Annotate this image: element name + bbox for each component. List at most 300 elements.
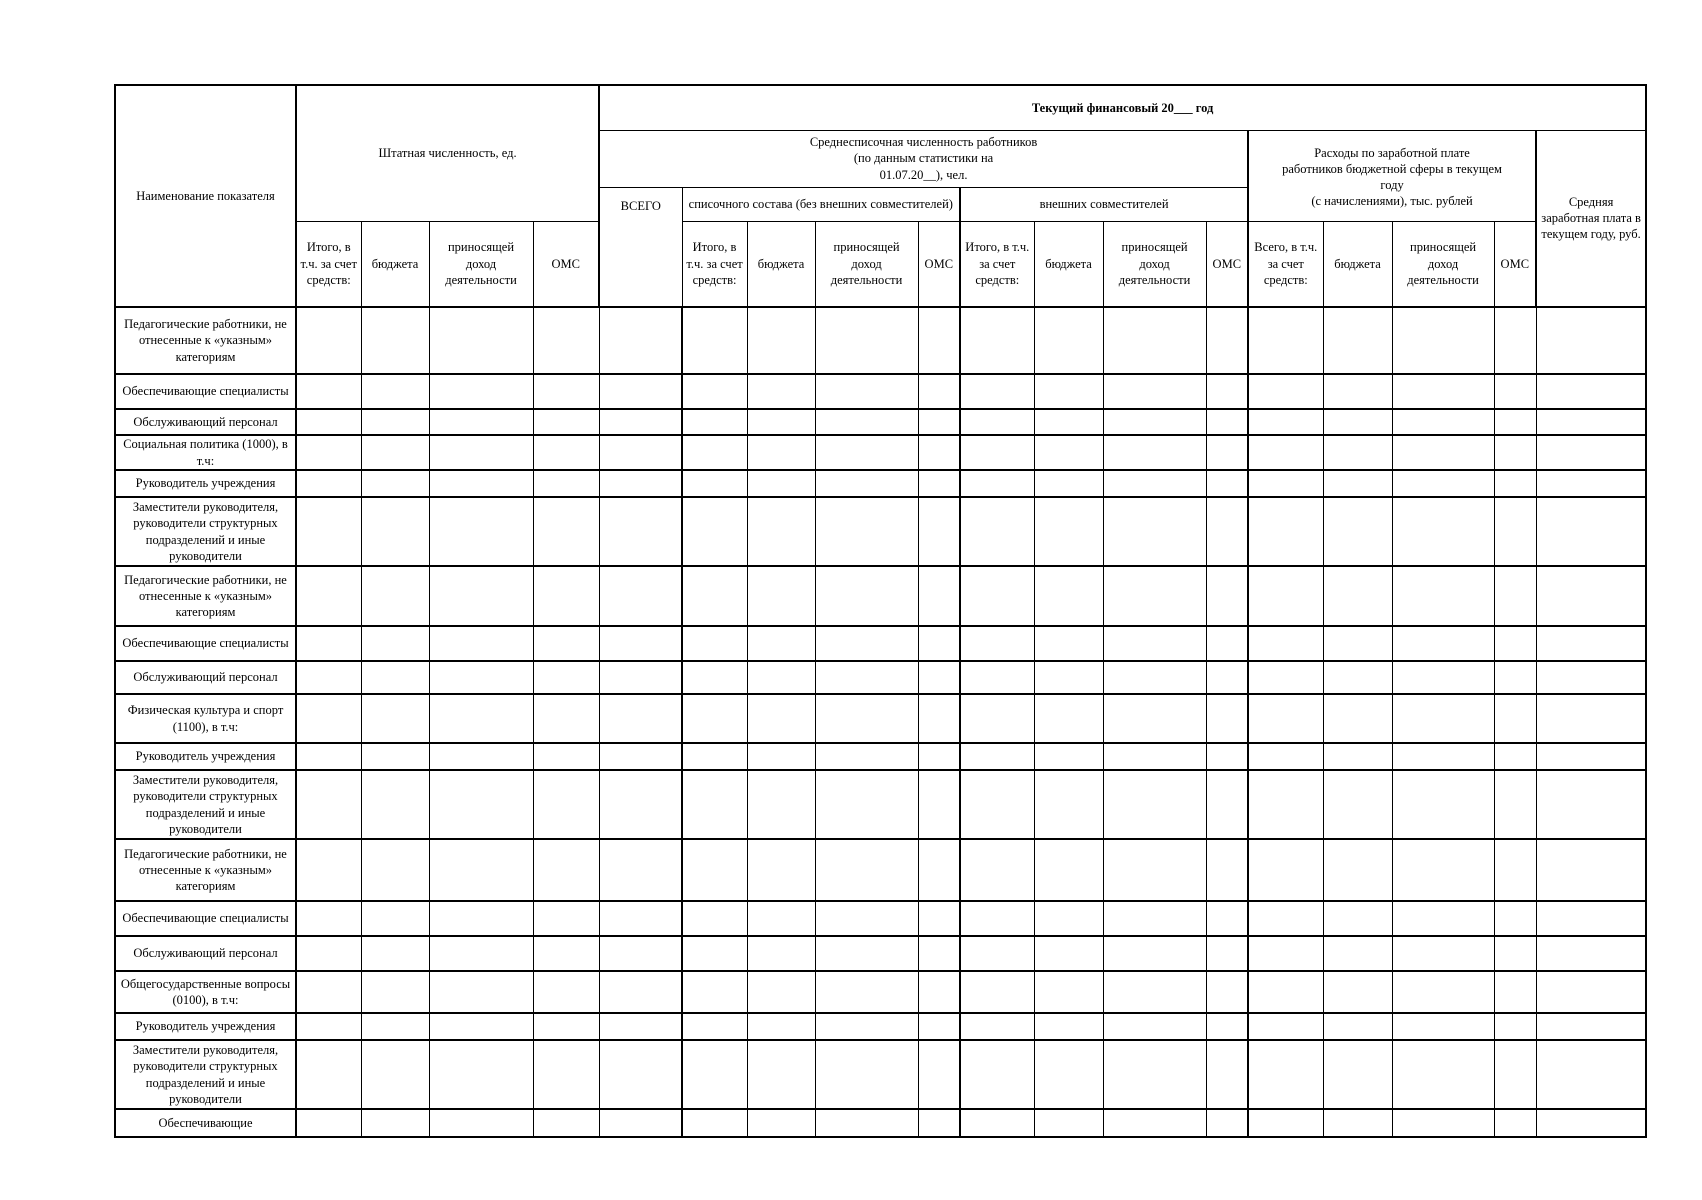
- data-cell[interactable]: [1103, 661, 1206, 694]
- data-cell[interactable]: [815, 901, 918, 936]
- data-cell[interactable]: [1034, 694, 1103, 743]
- data-cell[interactable]: [361, 374, 429, 409]
- data-cell[interactable]: [296, 374, 361, 409]
- data-cell[interactable]: [533, 1013, 599, 1040]
- data-cell[interactable]: [1494, 936, 1536, 971]
- data-cell[interactable]: [533, 626, 599, 661]
- data-cell[interactable]: [1323, 971, 1392, 1013]
- data-cell[interactable]: [918, 435, 960, 470]
- data-cell[interactable]: [1494, 374, 1536, 409]
- data-cell[interactable]: [960, 435, 1034, 470]
- data-cell[interactable]: [1034, 971, 1103, 1013]
- data-cell[interactable]: [682, 694, 747, 743]
- data-cell[interactable]: [1206, 566, 1248, 626]
- data-cell[interactable]: [1034, 1109, 1103, 1137]
- data-cell[interactable]: [1248, 566, 1323, 626]
- data-cell[interactable]: [682, 497, 747, 566]
- data-cell[interactable]: [1536, 1040, 1646, 1109]
- data-cell[interactable]: [682, 971, 747, 1013]
- data-cell[interactable]: [1206, 971, 1248, 1013]
- data-cell[interactable]: [1392, 566, 1494, 626]
- data-cell[interactable]: [1494, 435, 1536, 470]
- data-cell[interactable]: [1034, 770, 1103, 839]
- data-cell[interactable]: [1536, 497, 1646, 566]
- data-cell[interactable]: [1494, 1013, 1536, 1040]
- data-cell[interactable]: [533, 839, 599, 901]
- data-cell[interactable]: [1103, 374, 1206, 409]
- data-cell[interactable]: [599, 770, 682, 839]
- data-cell[interactable]: [429, 661, 533, 694]
- data-cell[interactable]: [1392, 901, 1494, 936]
- data-cell[interactable]: [533, 470, 599, 497]
- data-cell[interactable]: [1206, 770, 1248, 839]
- data-cell[interactable]: [1248, 374, 1323, 409]
- data-cell[interactable]: [682, 626, 747, 661]
- data-cell[interactable]: [747, 694, 815, 743]
- data-cell[interactable]: [533, 694, 599, 743]
- data-cell[interactable]: [296, 971, 361, 1013]
- data-cell[interactable]: [918, 1013, 960, 1040]
- data-cell[interactable]: [747, 971, 815, 1013]
- data-cell[interactable]: [296, 409, 361, 435]
- data-cell[interactable]: [296, 936, 361, 971]
- data-cell[interactable]: [1103, 497, 1206, 566]
- data-cell[interactable]: [747, 307, 815, 374]
- data-cell[interactable]: [1103, 307, 1206, 374]
- data-cell[interactable]: [429, 435, 533, 470]
- data-cell[interactable]: [533, 409, 599, 435]
- data-cell[interactable]: [682, 435, 747, 470]
- data-cell[interactable]: [1392, 936, 1494, 971]
- data-cell[interactable]: [747, 901, 815, 936]
- data-cell[interactable]: [747, 1013, 815, 1040]
- data-cell[interactable]: [918, 307, 960, 374]
- data-cell[interactable]: [1323, 839, 1392, 901]
- data-cell[interactable]: [1536, 566, 1646, 626]
- data-cell[interactable]: [1494, 409, 1536, 435]
- data-cell[interactable]: [361, 1040, 429, 1109]
- data-cell[interactable]: [533, 936, 599, 971]
- data-cell[interactable]: [960, 470, 1034, 497]
- data-cell[interactable]: [960, 694, 1034, 743]
- data-cell[interactable]: [296, 626, 361, 661]
- data-cell[interactable]: [960, 307, 1034, 374]
- data-cell[interactable]: [1494, 901, 1536, 936]
- data-cell[interactable]: [599, 839, 682, 901]
- data-cell[interactable]: [1248, 409, 1323, 435]
- data-cell[interactable]: [1494, 743, 1536, 770]
- data-cell[interactable]: [1323, 626, 1392, 661]
- data-cell[interactable]: [815, 307, 918, 374]
- data-cell[interactable]: [296, 661, 361, 694]
- data-cell[interactable]: [1536, 743, 1646, 770]
- data-cell[interactable]: [1392, 435, 1494, 470]
- data-cell[interactable]: [1103, 1109, 1206, 1137]
- data-cell[interactable]: [815, 770, 918, 839]
- data-cell[interactable]: [1494, 307, 1536, 374]
- data-cell[interactable]: [815, 936, 918, 971]
- data-cell[interactable]: [1034, 374, 1103, 409]
- data-cell[interactable]: [1103, 1013, 1206, 1040]
- data-cell[interactable]: [1392, 307, 1494, 374]
- data-cell[interactable]: [1034, 566, 1103, 626]
- data-cell[interactable]: [533, 374, 599, 409]
- data-cell[interactable]: [682, 1040, 747, 1109]
- data-cell[interactable]: [1494, 1109, 1536, 1137]
- data-cell[interactable]: [682, 307, 747, 374]
- data-cell[interactable]: [960, 1040, 1034, 1109]
- data-cell[interactable]: [296, 901, 361, 936]
- data-cell[interactable]: [1323, 374, 1392, 409]
- data-cell[interactable]: [1103, 470, 1206, 497]
- data-cell[interactable]: [960, 839, 1034, 901]
- data-cell[interactable]: [1536, 470, 1646, 497]
- data-cell[interactable]: [429, 936, 533, 971]
- data-cell[interactable]: [296, 1013, 361, 1040]
- data-cell[interactable]: [747, 409, 815, 435]
- data-cell[interactable]: [1034, 435, 1103, 470]
- data-cell[interactable]: [815, 743, 918, 770]
- data-cell[interactable]: [533, 1040, 599, 1109]
- data-cell[interactable]: [1206, 409, 1248, 435]
- data-cell[interactable]: [296, 566, 361, 626]
- data-cell[interactable]: [1323, 497, 1392, 566]
- data-cell[interactable]: [1206, 839, 1248, 901]
- data-cell[interactable]: [1034, 497, 1103, 566]
- data-cell[interactable]: [1206, 1013, 1248, 1040]
- data-cell[interactable]: [682, 661, 747, 694]
- data-cell[interactable]: [682, 743, 747, 770]
- data-cell[interactable]: [918, 374, 960, 409]
- data-cell[interactable]: [1494, 626, 1536, 661]
- data-cell[interactable]: [296, 470, 361, 497]
- data-cell[interactable]: [599, 936, 682, 971]
- data-cell[interactable]: [599, 470, 682, 497]
- data-cell[interactable]: [429, 1109, 533, 1137]
- data-cell[interactable]: [1536, 307, 1646, 374]
- data-cell[interactable]: [1323, 1040, 1392, 1109]
- data-cell[interactable]: [682, 839, 747, 901]
- data-cell[interactable]: [747, 661, 815, 694]
- data-cell[interactable]: [599, 1013, 682, 1040]
- data-cell[interactable]: [1034, 626, 1103, 661]
- data-cell[interactable]: [1248, 901, 1323, 936]
- data-cell[interactable]: [1034, 661, 1103, 694]
- data-cell[interactable]: [815, 497, 918, 566]
- data-cell[interactable]: [1206, 470, 1248, 497]
- data-cell[interactable]: [361, 1013, 429, 1040]
- data-cell[interactable]: [1248, 1013, 1323, 1040]
- data-cell[interactable]: [599, 1040, 682, 1109]
- data-cell[interactable]: [599, 661, 682, 694]
- data-cell[interactable]: [747, 626, 815, 661]
- data-cell[interactable]: [1494, 661, 1536, 694]
- data-cell[interactable]: [815, 626, 918, 661]
- data-cell[interactable]: [361, 936, 429, 971]
- data-cell[interactable]: [599, 743, 682, 770]
- data-cell[interactable]: [296, 497, 361, 566]
- data-cell[interactable]: [815, 694, 918, 743]
- data-cell[interactable]: [1206, 661, 1248, 694]
- data-cell[interactable]: [429, 1013, 533, 1040]
- data-cell[interactable]: [533, 770, 599, 839]
- data-cell[interactable]: [1248, 661, 1323, 694]
- data-cell[interactable]: [960, 901, 1034, 936]
- data-cell[interactable]: [1248, 626, 1323, 661]
- data-cell[interactable]: [361, 626, 429, 661]
- data-cell[interactable]: [747, 1109, 815, 1137]
- data-cell[interactable]: [682, 566, 747, 626]
- data-cell[interactable]: [918, 770, 960, 839]
- data-cell[interactable]: [1536, 694, 1646, 743]
- data-cell[interactable]: [918, 626, 960, 661]
- data-cell[interactable]: [1248, 470, 1323, 497]
- data-cell[interactable]: [960, 661, 1034, 694]
- data-cell[interactable]: [361, 661, 429, 694]
- data-cell[interactable]: [815, 435, 918, 470]
- data-cell[interactable]: [1248, 1109, 1323, 1137]
- data-cell[interactable]: [1536, 936, 1646, 971]
- data-cell[interactable]: [815, 1013, 918, 1040]
- data-cell[interactable]: [815, 839, 918, 901]
- data-cell[interactable]: [599, 409, 682, 435]
- data-cell[interactable]: [1206, 694, 1248, 743]
- data-cell[interactable]: [296, 839, 361, 901]
- data-cell[interactable]: [296, 307, 361, 374]
- data-cell[interactable]: [960, 1109, 1034, 1137]
- data-cell[interactable]: [682, 409, 747, 435]
- data-cell[interactable]: [1103, 770, 1206, 839]
- data-cell[interactable]: [1392, 1013, 1494, 1040]
- data-cell[interactable]: [747, 770, 815, 839]
- data-cell[interactable]: [1103, 839, 1206, 901]
- data-cell[interactable]: [1206, 374, 1248, 409]
- data-cell[interactable]: [747, 470, 815, 497]
- data-cell[interactable]: [1206, 497, 1248, 566]
- data-cell[interactable]: [1103, 566, 1206, 626]
- data-cell[interactable]: [361, 901, 429, 936]
- data-cell[interactable]: [1323, 743, 1392, 770]
- data-cell[interactable]: [533, 497, 599, 566]
- data-cell[interactable]: [1248, 307, 1323, 374]
- data-cell[interactable]: [682, 770, 747, 839]
- data-cell[interactable]: [1323, 566, 1392, 626]
- data-cell[interactable]: [1323, 901, 1392, 936]
- data-cell[interactable]: [361, 694, 429, 743]
- data-cell[interactable]: [1536, 901, 1646, 936]
- data-cell[interactable]: [747, 1040, 815, 1109]
- data-cell[interactable]: [815, 566, 918, 626]
- data-cell[interactable]: [960, 497, 1034, 566]
- data-cell[interactable]: [361, 770, 429, 839]
- data-cell[interactable]: [1392, 374, 1494, 409]
- data-cell[interactable]: [1323, 661, 1392, 694]
- data-cell[interactable]: [1536, 1109, 1646, 1137]
- data-cell[interactable]: [682, 1109, 747, 1137]
- data-cell[interactable]: [1494, 566, 1536, 626]
- data-cell[interactable]: [918, 566, 960, 626]
- data-cell[interactable]: [533, 971, 599, 1013]
- data-cell[interactable]: [1248, 1040, 1323, 1109]
- data-cell[interactable]: [1034, 409, 1103, 435]
- data-cell[interactable]: [599, 566, 682, 626]
- data-cell[interactable]: [918, 743, 960, 770]
- data-cell[interactable]: [1103, 743, 1206, 770]
- data-cell[interactable]: [815, 971, 918, 1013]
- data-cell[interactable]: [1034, 1040, 1103, 1109]
- data-cell[interactable]: [1206, 626, 1248, 661]
- data-cell[interactable]: [1392, 743, 1494, 770]
- data-cell[interactable]: [747, 435, 815, 470]
- data-cell[interactable]: [361, 1109, 429, 1137]
- data-cell[interactable]: [533, 743, 599, 770]
- data-cell[interactable]: [599, 497, 682, 566]
- data-cell[interactable]: [1323, 1013, 1392, 1040]
- data-cell[interactable]: [1206, 1109, 1248, 1137]
- data-cell[interactable]: [1206, 901, 1248, 936]
- data-cell[interactable]: [429, 901, 533, 936]
- data-cell[interactable]: [815, 1109, 918, 1137]
- data-cell[interactable]: [747, 566, 815, 626]
- data-cell[interactable]: [1536, 839, 1646, 901]
- data-cell[interactable]: [296, 694, 361, 743]
- data-cell[interactable]: [429, 566, 533, 626]
- data-cell[interactable]: [1248, 936, 1323, 971]
- data-cell[interactable]: [296, 770, 361, 839]
- data-cell[interactable]: [960, 566, 1034, 626]
- data-cell[interactable]: [1206, 936, 1248, 971]
- data-cell[interactable]: [1536, 971, 1646, 1013]
- data-cell[interactable]: [599, 1109, 682, 1137]
- data-cell[interactable]: [429, 839, 533, 901]
- data-cell[interactable]: [1392, 1040, 1494, 1109]
- data-cell[interactable]: [1248, 839, 1323, 901]
- data-cell[interactable]: [361, 743, 429, 770]
- data-cell[interactable]: [1392, 661, 1494, 694]
- data-cell[interactable]: [960, 936, 1034, 971]
- data-cell[interactable]: [1494, 770, 1536, 839]
- data-cell[interactable]: [1494, 839, 1536, 901]
- data-cell[interactable]: [1103, 936, 1206, 971]
- data-cell[interactable]: [1248, 971, 1323, 1013]
- data-cell[interactable]: [429, 470, 533, 497]
- data-cell[interactable]: [1536, 661, 1646, 694]
- data-cell[interactable]: [960, 374, 1034, 409]
- data-cell[interactable]: [747, 374, 815, 409]
- data-cell[interactable]: [682, 1013, 747, 1040]
- data-cell[interactable]: [361, 566, 429, 626]
- data-cell[interactable]: [361, 470, 429, 497]
- data-cell[interactable]: [429, 971, 533, 1013]
- data-cell[interactable]: [682, 936, 747, 971]
- data-cell[interactable]: [599, 694, 682, 743]
- data-cell[interactable]: [296, 1040, 361, 1109]
- data-cell[interactable]: [1536, 626, 1646, 661]
- data-cell[interactable]: [1323, 470, 1392, 497]
- data-cell[interactable]: [918, 1109, 960, 1137]
- data-cell[interactable]: [815, 409, 918, 435]
- data-cell[interactable]: [747, 497, 815, 566]
- data-cell[interactable]: [1536, 1013, 1646, 1040]
- data-cell[interactable]: [533, 435, 599, 470]
- data-cell[interactable]: [429, 409, 533, 435]
- data-cell[interactable]: [1536, 374, 1646, 409]
- data-cell[interactable]: [1392, 409, 1494, 435]
- data-cell[interactable]: [429, 694, 533, 743]
- data-cell[interactable]: [1392, 470, 1494, 497]
- data-cell[interactable]: [1494, 470, 1536, 497]
- data-cell[interactable]: [361, 307, 429, 374]
- data-cell[interactable]: [960, 770, 1034, 839]
- data-cell[interactable]: [1103, 1040, 1206, 1109]
- data-cell[interactable]: [1323, 1109, 1392, 1137]
- data-cell[interactable]: [1323, 694, 1392, 743]
- data-cell[interactable]: [1103, 901, 1206, 936]
- data-cell[interactable]: [1206, 1040, 1248, 1109]
- data-cell[interactable]: [429, 626, 533, 661]
- data-cell[interactable]: [533, 566, 599, 626]
- data-cell[interactable]: [1392, 839, 1494, 901]
- data-cell[interactable]: [1536, 435, 1646, 470]
- data-cell[interactable]: [429, 1040, 533, 1109]
- data-cell[interactable]: [296, 1109, 361, 1137]
- data-cell[interactable]: [747, 936, 815, 971]
- data-cell[interactable]: [1494, 1040, 1536, 1109]
- data-cell[interactable]: [533, 307, 599, 374]
- data-cell[interactable]: [918, 936, 960, 971]
- data-cell[interactable]: [429, 374, 533, 409]
- data-cell[interactable]: [1206, 743, 1248, 770]
- data-cell[interactable]: [1034, 470, 1103, 497]
- data-cell[interactable]: [918, 470, 960, 497]
- data-cell[interactable]: [599, 307, 682, 374]
- data-cell[interactable]: [1206, 435, 1248, 470]
- data-cell[interactable]: [1034, 743, 1103, 770]
- data-cell[interactable]: [682, 374, 747, 409]
- data-cell[interactable]: [1392, 626, 1494, 661]
- data-cell[interactable]: [1034, 901, 1103, 936]
- data-cell[interactable]: [1248, 770, 1323, 839]
- data-cell[interactable]: [918, 409, 960, 435]
- data-cell[interactable]: [918, 694, 960, 743]
- data-cell[interactable]: [533, 661, 599, 694]
- data-cell[interactable]: [361, 409, 429, 435]
- data-cell[interactable]: [361, 839, 429, 901]
- data-cell[interactable]: [296, 743, 361, 770]
- data-cell[interactable]: [1103, 971, 1206, 1013]
- data-cell[interactable]: [1034, 936, 1103, 971]
- data-cell[interactable]: [918, 661, 960, 694]
- data-cell[interactable]: [960, 971, 1034, 1013]
- data-cell[interactable]: [1323, 307, 1392, 374]
- data-cell[interactable]: [361, 435, 429, 470]
- data-cell[interactable]: [599, 971, 682, 1013]
- data-cell[interactable]: [1392, 770, 1494, 839]
- data-cell[interactable]: [533, 1109, 599, 1137]
- data-cell[interactable]: [533, 901, 599, 936]
- data-cell[interactable]: [1034, 839, 1103, 901]
- data-cell[interactable]: [599, 626, 682, 661]
- data-cell[interactable]: [361, 497, 429, 566]
- data-cell[interactable]: [361, 971, 429, 1013]
- data-cell[interactable]: [1392, 497, 1494, 566]
- data-cell[interactable]: [429, 770, 533, 839]
- data-cell[interactable]: [1248, 497, 1323, 566]
- data-cell[interactable]: [1248, 743, 1323, 770]
- data-cell[interactable]: [1536, 770, 1646, 839]
- data-cell[interactable]: [599, 901, 682, 936]
- data-cell[interactable]: [1103, 694, 1206, 743]
